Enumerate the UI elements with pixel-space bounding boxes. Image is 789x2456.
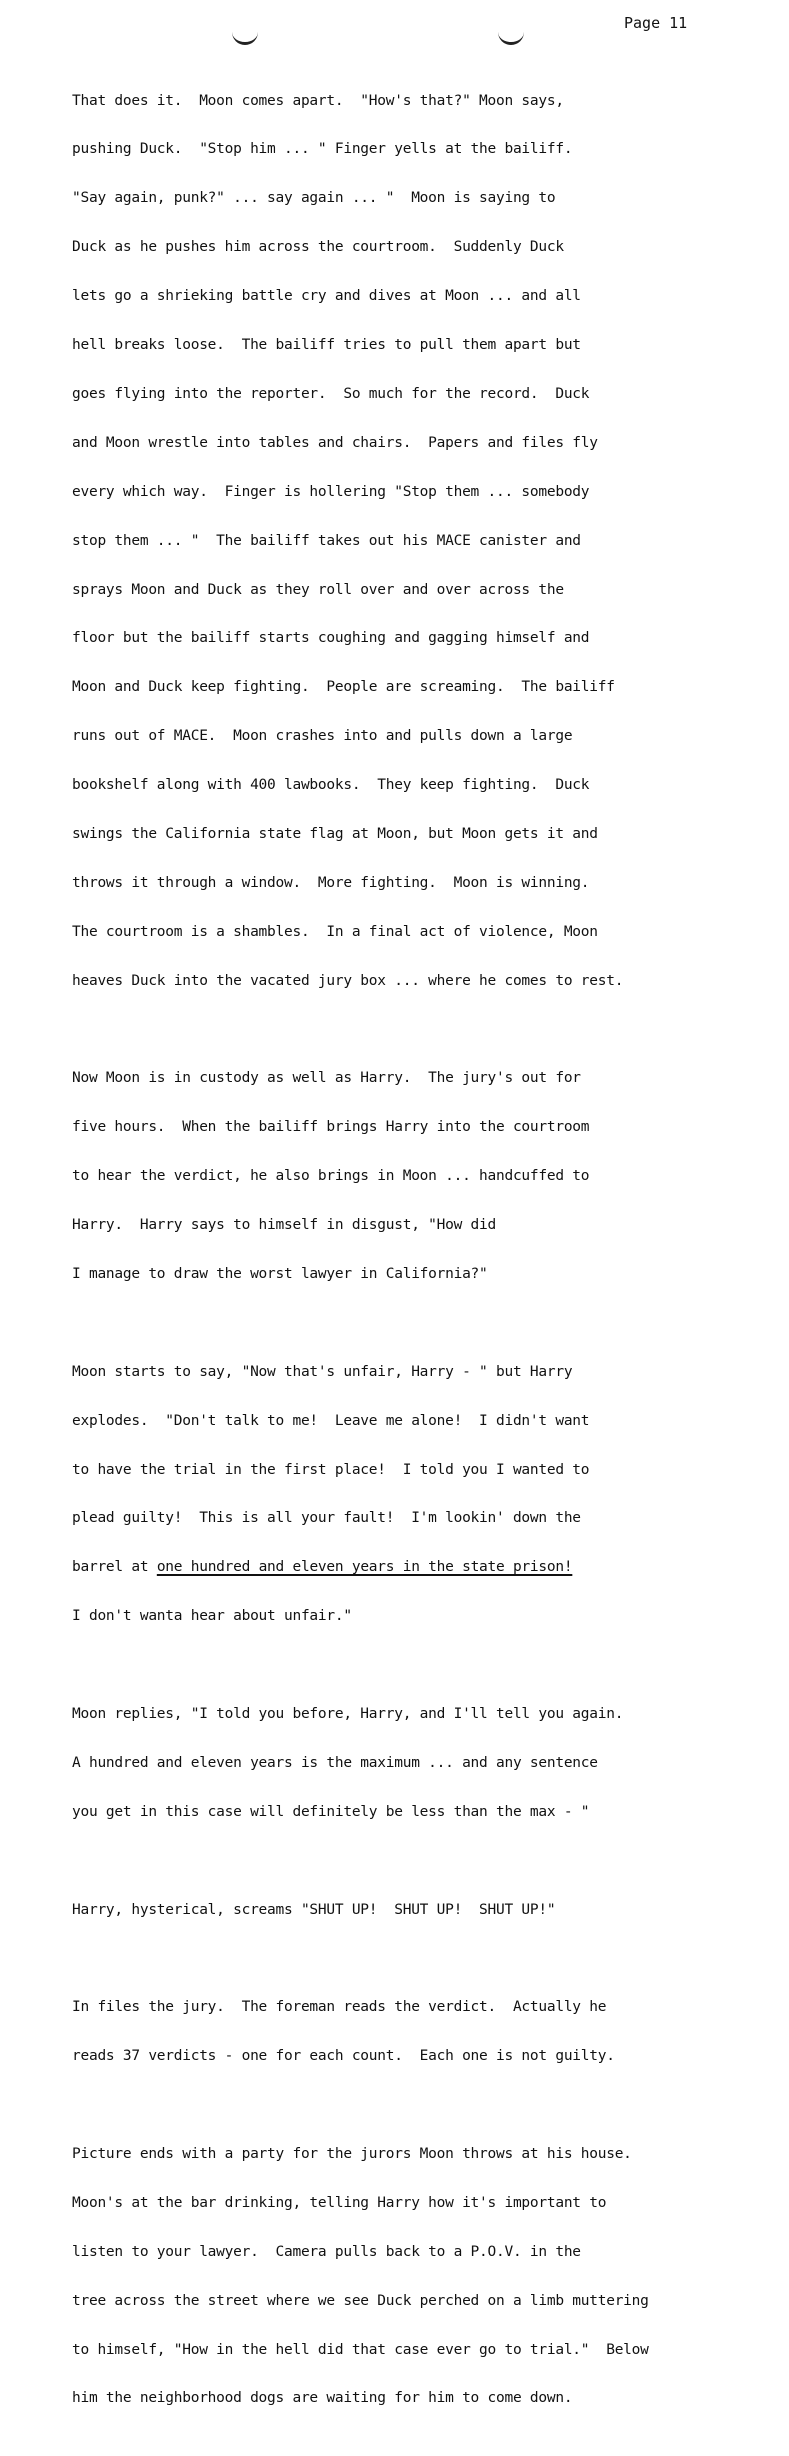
text-line: Moon starts to say, "Now that's unfair, Harry - " but Harry <box>72 1363 573 1380</box>
underlined-text: one hundred and eleven years in the state prison! <box>156 1559 573 1576</box>
text-line: Harry. Harry says to himself in disgust, "How did <box>72 1217 496 1234</box>
text-line: swings the California state flag at Moon, but Moon gets it and <box>72 825 598 842</box>
binder-hole-mark <box>498 28 524 45</box>
text-line: heaves Duck into the vacated jury box ... where he comes to rest. <box>72 972 624 989</box>
text-line: I don't wanta hear about unfair." <box>72 1608 352 1625</box>
text-line: runs out of MACE. Moon crashes into and pulls down a large <box>72 728 573 745</box>
text-line: him the neighborhood dogs are waiting for him to come down. <box>72 2390 573 2407</box>
text-line: stop them ... " The bailiff takes out his MACE canister and <box>72 532 581 549</box>
text-line: That does it. Moon comes apart. "How's that?" Moon says, <box>72 92 564 109</box>
text-line: The courtroom is a shambles. In a final act of violence, Moon <box>72 923 598 940</box>
paragraph-custody <box>72 1038 772 1315</box>
text-line: I manage to draw the worst lawyer in California?" <box>72 1265 488 1282</box>
text-line: and Moon wrestle into tables and chairs. Papers and files fly <box>72 434 598 451</box>
text-line: floor but the bailiff starts coughing and gagging himself and <box>72 630 590 647</box>
text-line: throws it through a window. More fighting. Moon is winning. <box>72 874 590 891</box>
binder-hole-mark <box>232 28 258 45</box>
text-line: A hundred and eleven years is the maximum ... and any sentence <box>72 1754 598 1771</box>
script-body <box>72 60 772 2456</box>
text-line: sprays Moon and Duck as they roll over and over across the <box>72 581 564 598</box>
paragraph-shut-up <box>72 1869 772 1950</box>
text-line: to hear the verdict, he also brings in Moon ... handcuffed to <box>72 1168 590 1185</box>
text-line: goes flying into the reporter. So much for the record. Duck <box>72 385 590 402</box>
text-line: explodes. "Don't talk to me! Leave me alone! I didn't want <box>72 1412 590 1429</box>
text-line: bookshelf along with 400 lawbooks. They keep fighting. Duck <box>72 777 590 794</box>
text-segment: barrel at <box>72 1559 157 1576</box>
text-line: reads 37 verdicts - one for each count. Each one is not guilty. <box>72 2048 615 2065</box>
text-line: Harry, hysterical, screams "SHUT UP! SHUT UP! SHUT UP!" <box>72 1901 556 1918</box>
paragraph-harry-explodes <box>72 1331 772 1657</box>
text-line: Moon replies, "I told you before, Harry, and I'll tell you again. <box>72 1705 624 1722</box>
text-line: pushing Duck. "Stop him ... " Finger yells at the bailiff. <box>72 141 573 158</box>
paragraph-courtroom-brawl <box>72 60 772 1022</box>
text-line: Moon and Duck keep fighting. People are screaming. The bailiff <box>72 679 615 696</box>
text-line: every which way. Finger is hollering "Stop them ... somebody <box>72 483 590 500</box>
text-line: to have the trial in the first place! I told you I wanted to <box>72 1461 590 1478</box>
text-line: In files the jury. The foreman reads the verdict. Actually he <box>72 1999 607 2016</box>
text-line <box>72 1559 772 1575</box>
paragraph-moon-replies <box>72 1673 772 1852</box>
text-line: "Say again, punk?" ... say again ... " Moon is saying to <box>72 190 556 207</box>
page-number: Page 11 <box>624 14 688 32</box>
text-line: you get in this case will definitely be less than the max - " <box>72 1803 590 1820</box>
text-line: lets go a shrieking battle cry and dives at Moon ... and all <box>72 288 581 305</box>
paragraph-verdict <box>72 1967 772 2097</box>
text-line: hell breaks loose. The bailiff tries to pull them apart but <box>72 337 581 354</box>
text-line: plead guilty! This is all your fault! I'm lookin' down the <box>72 1510 581 1527</box>
text-line: Duck as he pushes him across the courtroom. Suddenly Duck <box>72 239 564 256</box>
paragraph-picture-ends <box>72 2113 772 2439</box>
text-line: Moon's at the bar drinking, telling Harry how it's important to <box>72 2194 607 2211</box>
text-line: five hours. When the bailiff brings Harry into the courtroom <box>72 1119 590 1136</box>
text-line: tree across the street where we see Duck perched on a limb muttering <box>72 2292 649 2309</box>
text-line: to himself, "How in the hell did that case ever go to trial." Below <box>72 2341 649 2358</box>
text-line: Picture ends with a party for the jurors Moon throws at his house. <box>72 2146 632 2162</box>
text-line: Now Moon is in custody as well as Harry. The jury's out for <box>72 1070 581 1087</box>
text-line: listen to your lawyer. Camera pulls back to a P.O.V. in the <box>72 2243 581 2260</box>
